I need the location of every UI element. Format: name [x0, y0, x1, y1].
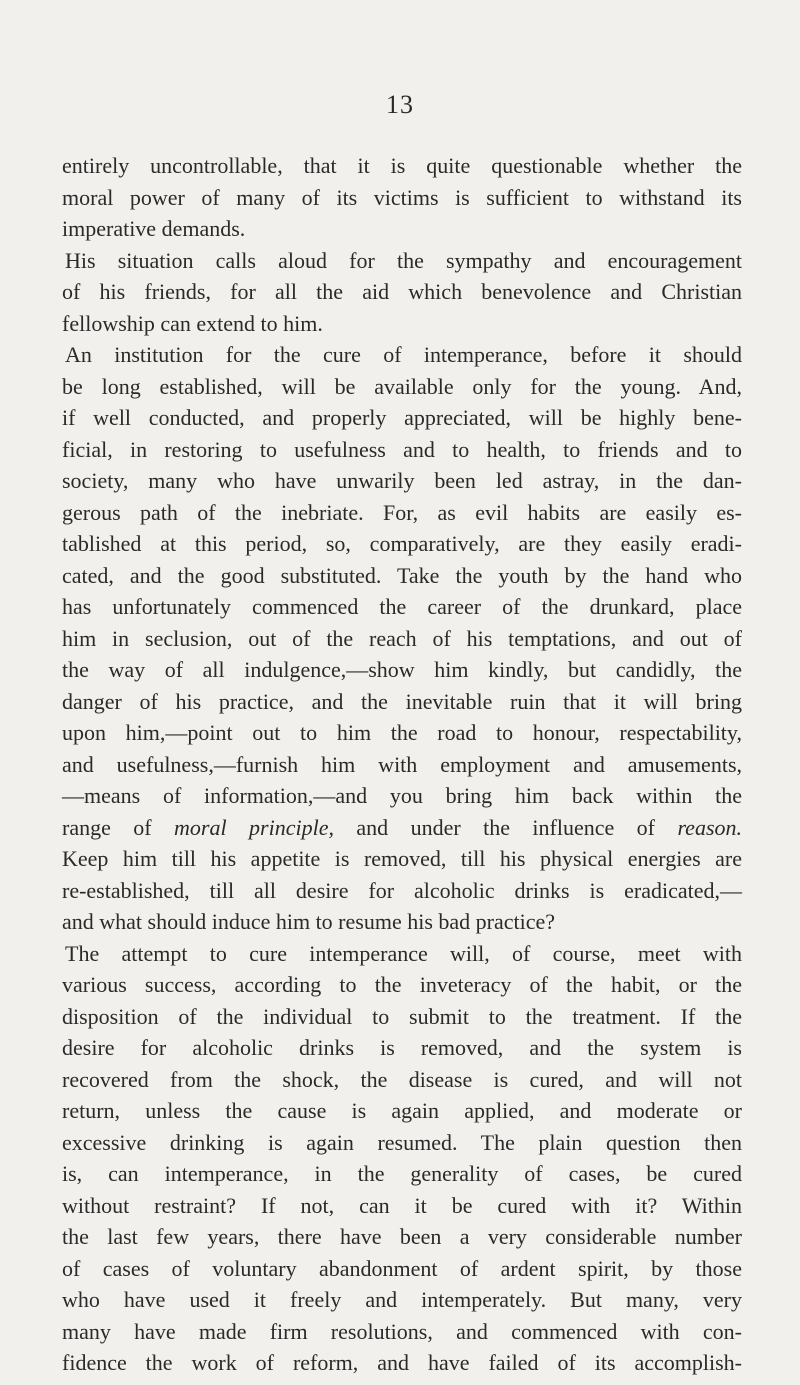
text-line — [62, 1316, 742, 1348]
text-segment: fidence the work of reform, and have failed of its accomplish- — [62, 1350, 742, 1375]
text-line — [62, 560, 742, 592]
text-line — [62, 308, 742, 340]
text-segment: recovered from the shock, the disease is cured, and will not — [62, 1066, 742, 1092]
text-line — [62, 528, 742, 560]
text-segment: him in seclusion, out of the reach of his temptations, and out of — [62, 625, 742, 651]
text-segment: desire for alcoholic drinks is removed, and the system is — [62, 1035, 742, 1060]
text-line — [62, 245, 742, 277]
text-line — [62, 1158, 742, 1190]
text-line — [62, 906, 742, 938]
text-line — [62, 402, 742, 434]
text-line — [62, 1284, 742, 1316]
text-line — [62, 1001, 742, 1033]
text-line — [62, 1253, 742, 1285]
text-line — [62, 780, 742, 812]
text-segment: without restraint? If not, can it be cured with it? Within — [62, 1192, 742, 1218]
page-number: 13 — [386, 90, 414, 119]
text-segment: and usefulness,—furnish him with employment and amusements, — [62, 751, 742, 777]
text-segment: disposition of the individual to submit to the treatment. If the — [62, 1003, 742, 1029]
text-line — [62, 1127, 742, 1159]
text-segment: of cases of voluntary abandonment of ardent spirit, by those — [62, 1255, 742, 1281]
text-line — [62, 843, 742, 875]
text-line — [62, 1064, 742, 1096]
text-segment: Keep him till his appetite is removed, till his physical energies are — [62, 846, 742, 871]
text-line — [62, 623, 742, 655]
text-line — [62, 371, 742, 403]
text-segment: if well conducted, and properly appreciated, will be highly bene- — [62, 405, 742, 430]
text-segment: and what should induce him to resume his bad practice? — [62, 909, 556, 934]
text-segment: gerous path of the inebriate. For, as evil habits are easily es- — [62, 499, 742, 525]
text-segment: ficial, in restoring to usefulness and to health, to friends and to — [62, 436, 742, 462]
text-segment: various success, according to the inveteracy of the habit, or the — [62, 972, 742, 997]
text-segment: range of — [62, 814, 175, 840]
text-segment: —means of information,—and you bring him back within the — [62, 783, 742, 808]
text-line — [62, 1032, 742, 1064]
text-line — [62, 938, 742, 970]
text-line — [62, 182, 742, 214]
text-segment: return, unless the cause is again applied, and moderate or — [62, 1098, 742, 1123]
text-segment: The attempt to cure intemperance will, of course, meet with — [65, 940, 742, 966]
text-segment: excessive drinking is again resumed. The plain question then — [62, 1129, 742, 1155]
body-text — [62, 150, 742, 1379]
text-segment: who have used it freely and intemperately. But many, very — [62, 1287, 742, 1312]
text-line — [62, 812, 742, 844]
text-line — [62, 339, 742, 371]
text-line — [62, 749, 742, 781]
text-segment: and under the influence of — [333, 814, 678, 840]
text-segment: entirely uncontrollable, that it is quite questionable whether the — [62, 153, 742, 178]
text-segment: be long established, will be available only for the young. And, — [62, 373, 742, 399]
text-segment: is, can intemperance, in the generality of cases, be cured — [62, 1161, 742, 1186]
text-segment: upon him,—point out to him the road to honour, respectability, — [62, 720, 742, 745]
text-line — [62, 717, 742, 749]
text-line — [62, 654, 742, 686]
text-line — [62, 969, 742, 1001]
text-segment: re-established, till all desire for alcoholic drinks is eradicated,— — [62, 877, 742, 903]
text-line — [62, 875, 742, 907]
text-line — [62, 1347, 742, 1379]
text-segment: tablished at this period, so, comparatively, are they easily eradi- — [62, 531, 742, 556]
text-segment: has unfortunately commenced the career of the drunkard, place — [62, 594, 742, 619]
text-line — [62, 434, 742, 466]
text-segment: An institution for the cure of intemperance, before it should — [65, 342, 742, 367]
text-line — [62, 1190, 742, 1222]
text-segment: cated, and the good substituted. Take the youth by the hand who — [62, 562, 742, 588]
text-segment: the way of all indulgence,—show him kindly, but candidly, the — [62, 657, 742, 682]
text-segment: imperative demands. — [62, 216, 246, 241]
text-segment: society, many who have unwarily been led astray, in the dan- — [62, 468, 742, 493]
text-line — [62, 213, 742, 245]
text-line — [62, 276, 742, 308]
text-line — [62, 497, 742, 529]
text-line — [62, 465, 742, 497]
text-segment: danger of his practice, and the inevitable ruin that it will bring — [62, 688, 742, 714]
text-segment: fellowship can extend to him. — [62, 310, 323, 336]
text-line — [62, 1221, 742, 1253]
text-line — [62, 686, 742, 718]
text-segment: moral power of many of its victims is sufficient to withstand its — [62, 184, 742, 210]
italic-text: moral principle, — [174, 814, 334, 840]
text-line — [62, 150, 742, 182]
text-segment: the last few years, there have been a very considerable number — [62, 1224, 742, 1249]
text-line — [62, 591, 742, 623]
text-segment: of his friends, for all the aid which benevolence and Christian — [62, 279, 742, 304]
text-segment: His situation calls aloud for the sympathy and encouragement — [65, 247, 742, 273]
text-line — [62, 1095, 742, 1127]
text-segment: many have made firm resolutions, and commenced with con- — [62, 1318, 742, 1344]
italic-text: reason. — [677, 814, 743, 840]
